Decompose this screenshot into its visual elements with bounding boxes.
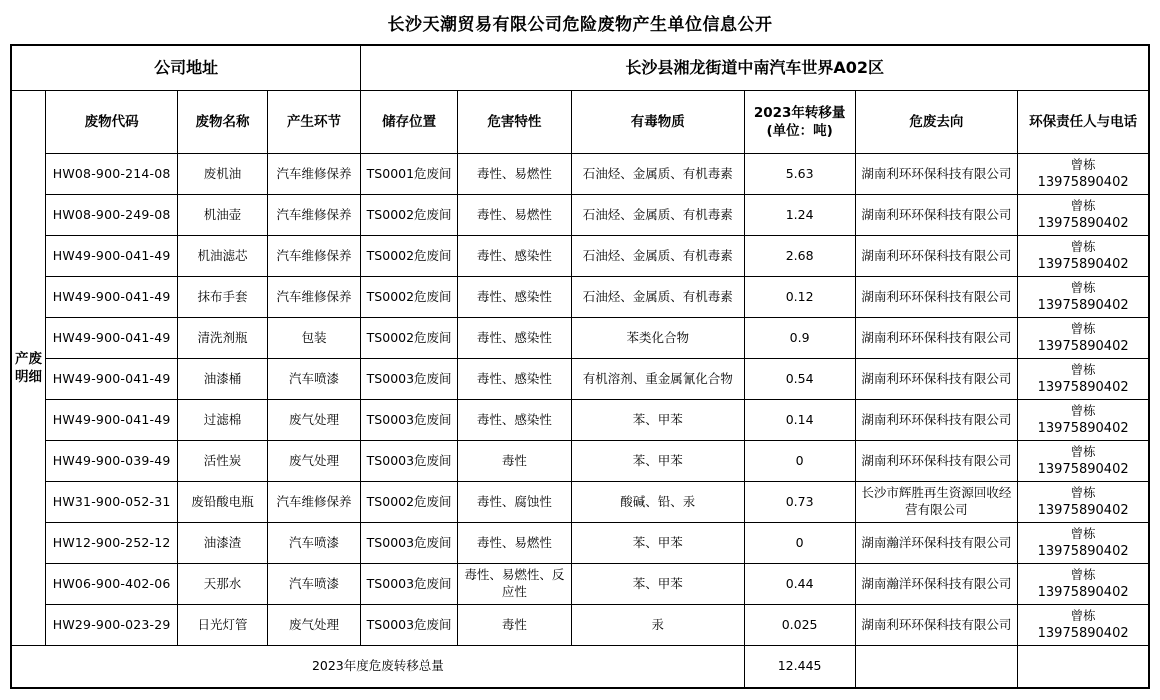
col-header-waste-name: 废物名称 — [178, 91, 267, 154]
cell-storage: TS0002危废间 — [361, 318, 458, 359]
cell-hazard: 毒性、感染性 — [457, 236, 571, 277]
cell-stage: 包装 — [267, 318, 361, 359]
cell-storage: TS0003危废间 — [361, 359, 458, 400]
cell-toxic: 苯类化合物 — [571, 318, 744, 359]
cell-stage: 汽车维修保养 — [267, 482, 361, 523]
col-header-transfer-unit: (单位：吨) — [766, 123, 833, 139]
page-title: 长沙天潮贸易有限公司危险废物产生单位信息公开 — [387, 14, 773, 35]
cell-storage: TS0001危废间 — [361, 154, 458, 195]
cell-contact — [1018, 277, 1149, 318]
cell-amount: 2.68 — [744, 236, 855, 277]
cell-storage: TS0003危废间 — [361, 605, 458, 646]
cell-destination: 湖南利环环保科技有限公司 — [855, 318, 1018, 359]
table-row — [11, 605, 1149, 646]
table-row — [11, 195, 1149, 236]
cell-storage: TS0002危废间 — [361, 236, 458, 277]
cell-amount: 0.12 — [744, 277, 855, 318]
table-row — [11, 236, 1149, 277]
cell-waste-name: 机油壶 — [178, 195, 267, 236]
contact-name: 曾栋 — [1070, 197, 1096, 213]
cell-waste-code: HW12-900-252-12 — [46, 523, 178, 564]
cell-storage: TS0002危废间 — [361, 482, 458, 523]
cell-toxic: 石油烃、金属质、有机毒素 — [571, 195, 744, 236]
contact-name: 曾栋 — [1070, 566, 1096, 582]
cell-hazard: 毒性 — [457, 605, 571, 646]
cell-destination: 湖南瀚洋环保科技有限公司 — [855, 523, 1018, 564]
cell-waste-name: 过滤棉 — [178, 400, 267, 441]
cell-destination: 湖南利环环保科技有限公司 — [855, 605, 1018, 646]
table-row — [11, 318, 1149, 359]
contact-name: 曾栋 — [1070, 320, 1096, 336]
table-row — [11, 441, 1149, 482]
company-address-label: 公司地址 — [11, 45, 361, 91]
contact-name: 曾栋 — [1070, 238, 1096, 254]
cell-hazard: 毒性、易燃性、反应性 — [457, 564, 571, 605]
column-header-row — [11, 91, 1149, 154]
cell-destination: 湖南瀚洋环保科技有限公司 — [855, 564, 1018, 605]
cell-toxic: 苯、甲苯 — [571, 523, 744, 564]
contact-phone: 13975890402 — [1037, 256, 1129, 272]
footer-total-row — [11, 646, 1149, 689]
contact-name: 曾栋 — [1070, 279, 1096, 295]
cell-contact — [1018, 195, 1149, 236]
cell-toxic: 苯、甲苯 — [571, 564, 744, 605]
cell-amount: 5.63 — [744, 154, 855, 195]
cell-contact — [1018, 564, 1149, 605]
contact-phone: 13975890402 — [1037, 379, 1129, 395]
cell-destination: 长沙市辉胜再生资源回收经营有限公司 — [855, 482, 1018, 523]
cell-stage: 汽车维修保养 — [267, 277, 361, 318]
cell-storage: TS0003危废间 — [361, 523, 458, 564]
cell-hazard: 毒性、感染性 — [457, 318, 571, 359]
cell-storage: TS0003危废间 — [361, 400, 458, 441]
cell-amount: 1.24 — [744, 195, 855, 236]
contact-phone: 13975890402 — [1037, 174, 1129, 190]
contact-name: 曾栋 — [1070, 525, 1096, 541]
cell-waste-code: HW08-900-249-08 — [46, 195, 178, 236]
col-header-toxic: 有毒物质 — [571, 91, 744, 154]
contact-phone: 13975890402 — [1037, 215, 1129, 231]
cell-hazard: 毒性 — [457, 441, 571, 482]
cell-waste-code: HW49-900-041-49 — [46, 236, 178, 277]
company-address-row — [11, 45, 1149, 91]
table-row — [11, 359, 1149, 400]
cell-waste-name: 油漆渣 — [178, 523, 267, 564]
cell-waste-name: 天那水 — [178, 564, 267, 605]
disclosure-table — [10, 44, 1150, 689]
cell-storage: TS0002危废间 — [361, 277, 458, 318]
cell-waste-name: 油漆桶 — [178, 359, 267, 400]
table-row — [11, 154, 1149, 195]
cell-stage: 汽车喷漆 — [267, 564, 361, 605]
cell-contact — [1018, 523, 1149, 564]
company-address-value: 长沙县湘龙街道中南汽车世界A02区 — [361, 45, 1149, 91]
cell-waste-code: HW49-900-041-49 — [46, 277, 178, 318]
contact-name: 曾栋 — [1070, 402, 1096, 418]
cell-toxic: 石油烃、金属质、有机毒素 — [571, 154, 744, 195]
cell-contact — [1018, 605, 1149, 646]
col-header-destination: 危废去向 — [855, 91, 1018, 154]
cell-contact — [1018, 359, 1149, 400]
cell-destination: 湖南利环环保科技有限公司 — [855, 441, 1018, 482]
cell-stage: 废气处理 — [267, 605, 361, 646]
cell-waste-code: HW31-900-052-31 — [46, 482, 178, 523]
cell-toxic: 苯、甲苯 — [571, 400, 744, 441]
cell-waste-name: 废机油 — [178, 154, 267, 195]
cell-contact — [1018, 318, 1149, 359]
cell-contact — [1018, 236, 1149, 277]
cell-storage: TS0003危废间 — [361, 441, 458, 482]
cell-destination: 湖南利环环保科技有限公司 — [855, 154, 1018, 195]
cell-amount: 0.73 — [744, 482, 855, 523]
cell-waste-name: 废铅酸电瓶 — [178, 482, 267, 523]
table-row — [11, 482, 1149, 523]
cell-hazard: 毒性、易燃性 — [457, 523, 571, 564]
cell-stage: 汽车维修保养 — [267, 195, 361, 236]
cell-waste-code: HW49-900-041-49 — [46, 400, 178, 441]
footer-empty-destination — [855, 646, 1018, 689]
cell-amount: 0.44 — [744, 564, 855, 605]
cell-stage: 废气处理 — [267, 441, 361, 482]
cell-toxic: 石油烃、金属质、有机毒素 — [571, 277, 744, 318]
cell-toxic: 汞 — [571, 605, 744, 646]
cell-destination: 湖南利环环保科技有限公司 — [855, 277, 1018, 318]
contact-phone: 13975890402 — [1037, 584, 1129, 600]
cell-hazard: 毒性、感染性 — [457, 400, 571, 441]
cell-contact — [1018, 154, 1149, 195]
cell-waste-code: HW49-900-041-49 — [46, 359, 178, 400]
waste-table-body — [11, 45, 1149, 688]
cell-toxic: 有机溶剂、重金属氰化合物 — [571, 359, 744, 400]
table-row — [11, 564, 1149, 605]
cell-hazard: 毒性、易燃性 — [457, 154, 571, 195]
section-label-vertical: 产废明细 — [11, 91, 46, 646]
cell-waste-code: HW49-900-039-49 — [46, 441, 178, 482]
col-header-stage: 产生环节 — [267, 91, 361, 154]
contact-phone: 13975890402 — [1037, 461, 1129, 477]
cell-waste-name: 抹布手套 — [178, 277, 267, 318]
cell-waste-code: HW49-900-041-49 — [46, 318, 178, 359]
cell-storage: TS0002危废间 — [361, 195, 458, 236]
cell-amount: 0.54 — [744, 359, 855, 400]
footer-total-value: 12.445 — [744, 646, 855, 689]
cell-hazard: 毒性、易燃性 — [457, 195, 571, 236]
col-header-storage: 储存位置 — [361, 91, 458, 154]
cell-destination: 湖南利环环保科技有限公司 — [855, 236, 1018, 277]
cell-hazard: 毒性、感染性 — [457, 359, 571, 400]
cell-amount: 0.025 — [744, 605, 855, 646]
cell-stage: 汽车喷漆 — [267, 523, 361, 564]
contact-name: 曾栋 — [1070, 156, 1096, 172]
cell-waste-code: HW08-900-214-08 — [46, 154, 178, 195]
table-row — [11, 400, 1149, 441]
cell-toxic: 酸碱、铅、汞 — [571, 482, 744, 523]
col-header-contact: 环保责任人与电话 — [1018, 91, 1149, 154]
cell-stage: 汽车维修保养 — [267, 154, 361, 195]
contact-phone: 13975890402 — [1037, 625, 1129, 641]
cell-destination: 湖南利环环保科技有限公司 — [855, 400, 1018, 441]
cell-contact — [1018, 441, 1149, 482]
cell-waste-code: HW29-900-023-29 — [46, 605, 178, 646]
contact-name: 曾栋 — [1070, 484, 1096, 500]
col-header-hazard: 危害特性 — [457, 91, 571, 154]
contact-name: 曾栋 — [1070, 443, 1096, 459]
table-row — [11, 277, 1149, 318]
contact-phone: 13975890402 — [1037, 338, 1129, 354]
contact-phone: 13975890402 — [1037, 543, 1129, 559]
cell-contact — [1018, 482, 1149, 523]
cell-amount: 0 — [744, 441, 855, 482]
col-header-waste-code: 废物代码 — [46, 91, 178, 154]
cell-destination: 湖南利环环保科技有限公司 — [855, 359, 1018, 400]
cell-waste-code: HW06-900-402-06 — [46, 564, 178, 605]
footer-total-label: 2023年度危废转移总量 — [11, 646, 744, 689]
cell-waste-name: 活性炭 — [178, 441, 267, 482]
cell-stage: 汽车维修保养 — [267, 236, 361, 277]
table-row — [11, 523, 1149, 564]
cell-amount: 0 — [744, 523, 855, 564]
cell-stage: 汽车喷漆 — [267, 359, 361, 400]
cell-stage: 废气处理 — [267, 400, 361, 441]
cell-hazard: 毒性、腐蚀性 — [457, 482, 571, 523]
contact-phone: 13975890402 — [1037, 502, 1129, 518]
cell-contact — [1018, 400, 1149, 441]
cell-destination: 湖南利环环保科技有限公司 — [855, 195, 1018, 236]
contact-phone: 13975890402 — [1037, 420, 1129, 436]
cell-storage: TS0003危废间 — [361, 564, 458, 605]
cell-toxic: 苯、甲苯 — [571, 441, 744, 482]
col-header-transfer-title: 2023年转移量 — [753, 104, 846, 121]
cell-waste-name: 清洗剂瓶 — [178, 318, 267, 359]
cell-waste-name: 日光灯管 — [178, 605, 267, 646]
cell-toxic: 石油烃、金属质、有机毒素 — [571, 236, 744, 277]
cell-amount: 0.9 — [744, 318, 855, 359]
cell-waste-name: 机油滤芯 — [178, 236, 267, 277]
contact-name: 曾栋 — [1070, 361, 1096, 377]
footer-empty-contact — [1018, 646, 1149, 689]
cell-amount: 0.14 — [744, 400, 855, 441]
col-header-transfer — [744, 91, 855, 154]
cell-hazard: 毒性、感染性 — [457, 277, 571, 318]
contact-phone: 13975890402 — [1037, 297, 1129, 313]
contact-name: 曾栋 — [1070, 607, 1096, 623]
